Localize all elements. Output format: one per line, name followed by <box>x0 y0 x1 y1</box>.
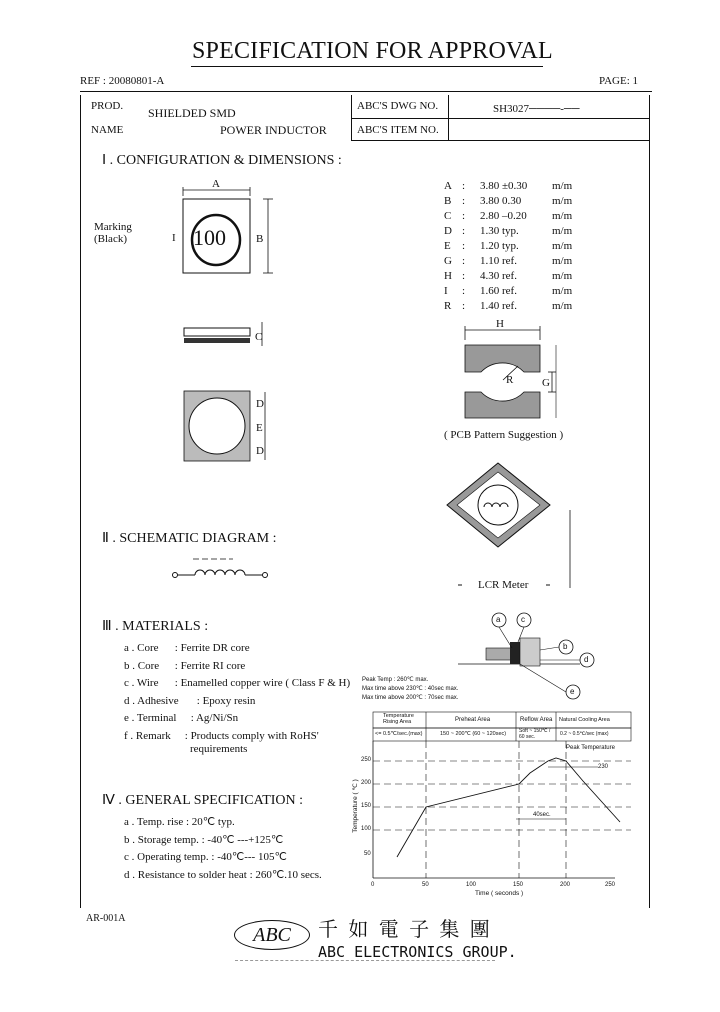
callout-a: a <box>496 615 501 624</box>
spec-item: a . Temp. rise : 20℃ typ. <box>124 816 235 828</box>
dim-label-e: E <box>256 422 263 434</box>
section-4-title: Ⅳ . GENERAL SPECIFICATION : <box>102 793 304 808</box>
x-tick: 250 <box>605 882 616 888</box>
material-item: a . Core : Ferrite DR core <box>124 642 250 654</box>
y-tick: 200 <box>361 780 372 786</box>
dim-row: I : 1.60 ref. m/m <box>444 285 573 297</box>
reflow-xlabel: Time ( seconds ) <box>475 890 524 897</box>
marking-label-1: Marking <box>94 221 132 233</box>
ref-number: REF : 20080801-A <box>80 75 165 87</box>
page-left-border <box>80 95 81 908</box>
material-item: e . Terminal : Ag/Ni/Sn <box>124 712 239 724</box>
product-name-line1: SHIELDED SMD <box>148 106 236 120</box>
footer-rule <box>235 960 495 961</box>
abc-logo: ABC <box>234 920 310 950</box>
dwg-value: SH3027────-── <box>493 103 580 115</box>
section-3-title: Ⅲ . MATERIALS : <box>102 619 209 634</box>
annotation-230: 230 <box>598 764 609 770</box>
remark-line-2: requirements <box>190 743 248 755</box>
zone-preheat: Preheat Area <box>455 717 491 723</box>
pcb-caption: ( PCB Pattern Suggestion ) <box>444 429 564 441</box>
dwg-label: ABC'S DWG NO. <box>357 100 439 112</box>
name-label: NAME <box>91 124 124 136</box>
section-2-title: Ⅱ . SCHEMATIC DIAGRAM : <box>102 531 277 546</box>
material-item: d . Adhesive : Epoxy resin <box>124 694 256 707</box>
zone-cooling: Natural Cooling Area <box>559 717 610 723</box>
x-tick: 0 <box>371 882 375 888</box>
x-tick: 200 <box>560 882 571 888</box>
dim-row: R : 1.40 ref. m/m <box>444 300 573 312</box>
company-name-en: ABC ELECTRONICS GROUP. <box>318 943 517 961</box>
form-code: AR-001A <box>86 913 126 924</box>
dim-row: E : 1.20 typ. m/m <box>444 240 573 252</box>
material-item: c . Wire : Enamelled copper wire ( Class F & H) <box>124 677 351 689</box>
spec-item: b . Storage temp. : -40℃ ---+125℃ <box>124 833 284 846</box>
y-tick: 100 <box>361 826 372 832</box>
dim-label-d-top: D <box>256 398 264 410</box>
pcb-label-h: H <box>496 318 504 330</box>
dim-row: G : 1.10 ref. m/m <box>444 255 573 267</box>
reflow-notes: Peak Temp : 260℃ max. Max time above 230℃ : 40sec max. Max time above 200℃ : 70sec max. <box>362 677 459 701</box>
zone-val-reflow: Soft ~ 150℃ / 60 sec. <box>519 728 551 740</box>
callout-e: e <box>570 687 575 696</box>
dim-row: B : 3.80 0.30 m/m <box>444 195 573 207</box>
zone-reflow: Reflow Area <box>520 717 553 723</box>
dim-label-c: C <box>255 331 263 343</box>
reflow-ylabel: Temperature ( ℃ ) <box>351 779 359 833</box>
callout-c: c <box>521 615 525 624</box>
dim-row: A : 3.80 ±0.30 m/m <box>444 180 573 192</box>
pcb-label-r: R <box>506 374 514 386</box>
marking-text: 100 <box>193 225 226 250</box>
product-name-line2: POWER INDUCTOR <box>220 123 327 137</box>
material-item: f . Remark : Products comply with RoHS' <box>124 729 319 742</box>
dim-label-a: A <box>212 178 220 190</box>
page-right-border <box>649 95 650 908</box>
material-item: b . Core : Ferrite RI core <box>124 659 246 672</box>
dim-row: H : 4.30 ref. m/m <box>444 270 573 282</box>
x-tick: 50 <box>422 882 429 888</box>
page-number: PAGE: 1 <box>599 75 639 87</box>
pcb-label-g: G <box>542 377 550 389</box>
zone-temp-rising: Temperature Rising Area <box>383 713 414 725</box>
x-tick: 150 <box>513 882 524 888</box>
x-tick: 100 <box>466 882 477 888</box>
callout-d: d <box>584 655 589 664</box>
lcr-meter-label: LCR Meter <box>478 579 529 591</box>
dim-row: D : 1.30 typ. m/m <box>444 225 573 237</box>
section-1-title: Ⅰ . CONFIGURATION & DIMENSIONS : <box>102 153 342 168</box>
dim-label-d-bottom: D <box>256 445 264 457</box>
zone-val-cooling: 0.2 ~ 0.5℃/sec (max) <box>560 731 609 737</box>
dim-label-b: B <box>256 233 264 245</box>
dim-row: C : 2.80 –0.20 m/m <box>444 210 573 222</box>
prod-label: PROD. <box>91 100 124 112</box>
zone-val-rising: <= 0.5℃/sec.(max) <box>375 731 423 737</box>
annotation-40sec: 40sec. <box>533 812 551 818</box>
y-tick: 50 <box>364 851 371 857</box>
zone-val-preheat: 150 ~ 200℃ (60 ~ 120sec) <box>440 731 507 737</box>
item-label: ABC'S ITEM NO. <box>357 124 439 136</box>
company-name-cn: 千 如 電 子 集 團 <box>318 917 492 941</box>
spec-item: d . Resistance to solder heat : 260℃.10 secs. <box>124 868 322 881</box>
callout-b: b <box>563 642 568 651</box>
marking-label-2: (Black) <box>94 233 127 245</box>
y-tick: 150 <box>361 803 372 809</box>
spec-item: c . Operating temp. : -40℃--- 105℃ <box>124 851 287 863</box>
page-title: SPECIFICATION FOR APPROVAL <box>192 38 553 64</box>
dim-label-i: I <box>172 232 176 244</box>
y-tick: 250 <box>361 757 372 763</box>
peak-temp-label: Peak Temperature <box>566 745 615 751</box>
